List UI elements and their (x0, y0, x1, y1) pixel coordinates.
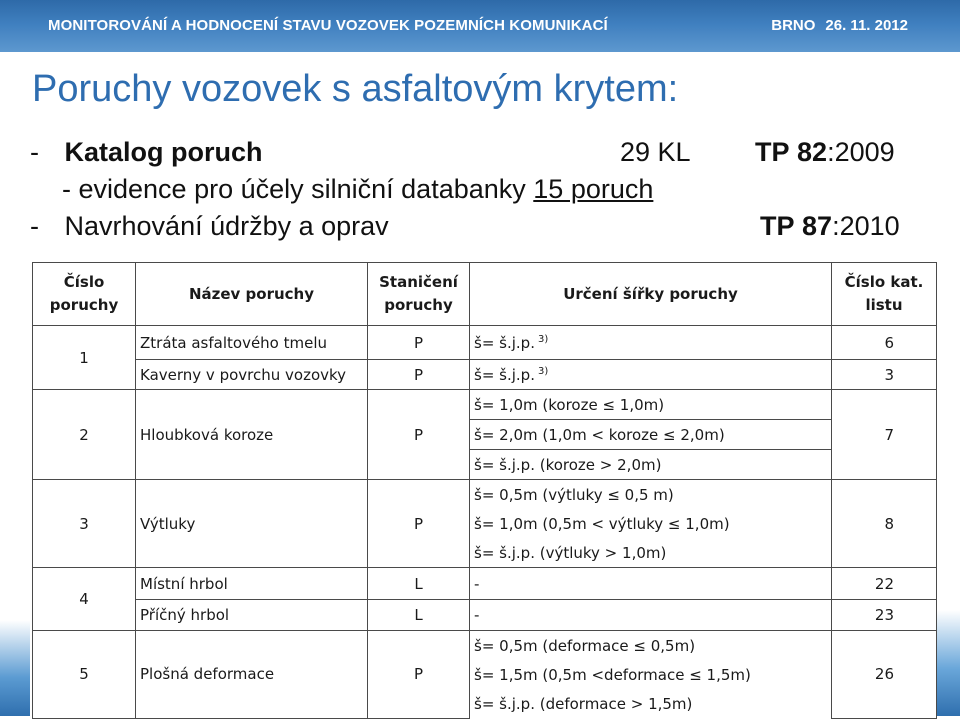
defect-station: P (368, 390, 470, 480)
decorative-gradient-right (936, 610, 960, 716)
tp-label: TP (755, 137, 790, 167)
catalog-count: 29 KL (620, 137, 691, 167)
defect-name: Plošná deformace (136, 631, 368, 719)
defect-sheet: 23 (832, 600, 937, 631)
defect-number: 5 (33, 631, 136, 719)
table-row (33, 631, 937, 661)
table-row (33, 480, 937, 510)
bullet-catalog (30, 137, 263, 168)
catalog-tp-ref (755, 137, 895, 168)
bullet-evidence (62, 174, 653, 205)
defect-name: Kaverny v povrchu vozovky (136, 360, 368, 390)
defect-number: 1 (33, 326, 136, 390)
header-bar (0, 0, 960, 52)
defect-station: L (368, 568, 470, 600)
tp-year: :2009 (827, 137, 895, 167)
evidence-text: - evidence pro účely silniční databanky (62, 174, 526, 204)
table-row (33, 326, 937, 360)
defect-station: P (368, 326, 470, 360)
defect-sheet: 26 (832, 631, 937, 719)
defects-table (32, 262, 937, 719)
defect-sheet: 22 (832, 568, 937, 600)
dash: - (30, 137, 39, 167)
tp-year: :2010 (832, 211, 900, 241)
defect-width: š= š.j.p. (výtluky > 1,0m) (470, 538, 832, 568)
defect-name: Místní hrbol (136, 568, 368, 600)
evidence-count: 15 poruch (533, 174, 654, 204)
defect-station: P (368, 480, 470, 568)
col-header-sheet: Číslo kat. listu (832, 263, 937, 326)
decorative-gradient-left (0, 620, 30, 716)
tp-label: TP (760, 211, 795, 241)
defect-number: 4 (33, 568, 136, 631)
defect-width: š= š.j.p. $^{3)}$ (470, 326, 832, 360)
maintenance-text: Navrhování údržby a oprav (64, 211, 389, 241)
defect-width: š= š.j.p. $^{3)}$ (470, 360, 832, 390)
defect-width: š= 1,5m (0,5m <deformace ≤ 1,5m) (470, 660, 832, 689)
defect-station: P (368, 631, 470, 719)
header-date: 26. 11. 2012 (825, 17, 908, 34)
defect-station: L (368, 600, 470, 631)
col-header-station: Staničení poruchy (368, 263, 470, 326)
header-title: MONITOROVÁNÍ A HODNOCENÍ STAVU VOZOVEK POZEMNÍCH KOMUNIKACÍ (48, 17, 608, 34)
col-header-number: Číslo poruchy (33, 263, 136, 326)
maintenance-tp-ref (760, 211, 900, 242)
table-row (33, 360, 937, 390)
defect-width: š= š.j.p. (deformace > 1,5m) (470, 689, 832, 718)
defect-width: š= 0,5m (deformace ≤ 0,5m) (470, 631, 832, 661)
slide-title: Poruchy vozovek s asfaltovým krytem: (32, 68, 679, 110)
defect-name: Hloubková koroze (136, 390, 368, 480)
defect-width: š= 0,5m (výtluky ≤ 0,5 m) (470, 480, 832, 510)
defect-width: š= 1,0m (0,5m < výtluky ≤ 1,0m) (470, 509, 832, 538)
defect-width: š= 1,0m (koroze ≤ 1,0m) (470, 390, 832, 420)
defect-sheet: 6 (832, 326, 937, 360)
header-city: BRNO (771, 17, 816, 34)
defect-name: Ztráta asfaltového tmelu (136, 326, 368, 360)
tp-number: 82 (797, 137, 828, 167)
col-header-name: Název poruchy (136, 263, 368, 326)
defect-sheet: 8 (832, 480, 937, 568)
tp-number: 87 (802, 211, 833, 241)
dash: - (30, 211, 39, 241)
table-row (33, 390, 937, 420)
table-row (33, 568, 937, 600)
defect-name: Příčný hrbol (136, 600, 368, 631)
defect-sheet: 3 (832, 360, 937, 390)
defect-width: š= š.j.p. (koroze > 2,0m) (470, 450, 832, 480)
defect-width: - (470, 600, 832, 631)
defect-width: š= 2,0m (1,0m < koroze ≤ 2,0m) (470, 420, 832, 450)
table-row (33, 600, 937, 631)
defect-width: - (470, 568, 832, 600)
catalog-label: Katalog poruch (64, 137, 263, 167)
defect-number: 3 (33, 480, 136, 568)
defect-name: Výtluky (136, 480, 368, 568)
header-location-date (771, 17, 908, 34)
defect-number: 2 (33, 390, 136, 480)
col-header-width: Určení šířky poruchy (470, 263, 832, 326)
defect-station: P (368, 360, 470, 390)
table-header-row (33, 263, 937, 326)
bullet-maintenance (30, 211, 389, 242)
defect-sheet: 7 (832, 390, 937, 480)
